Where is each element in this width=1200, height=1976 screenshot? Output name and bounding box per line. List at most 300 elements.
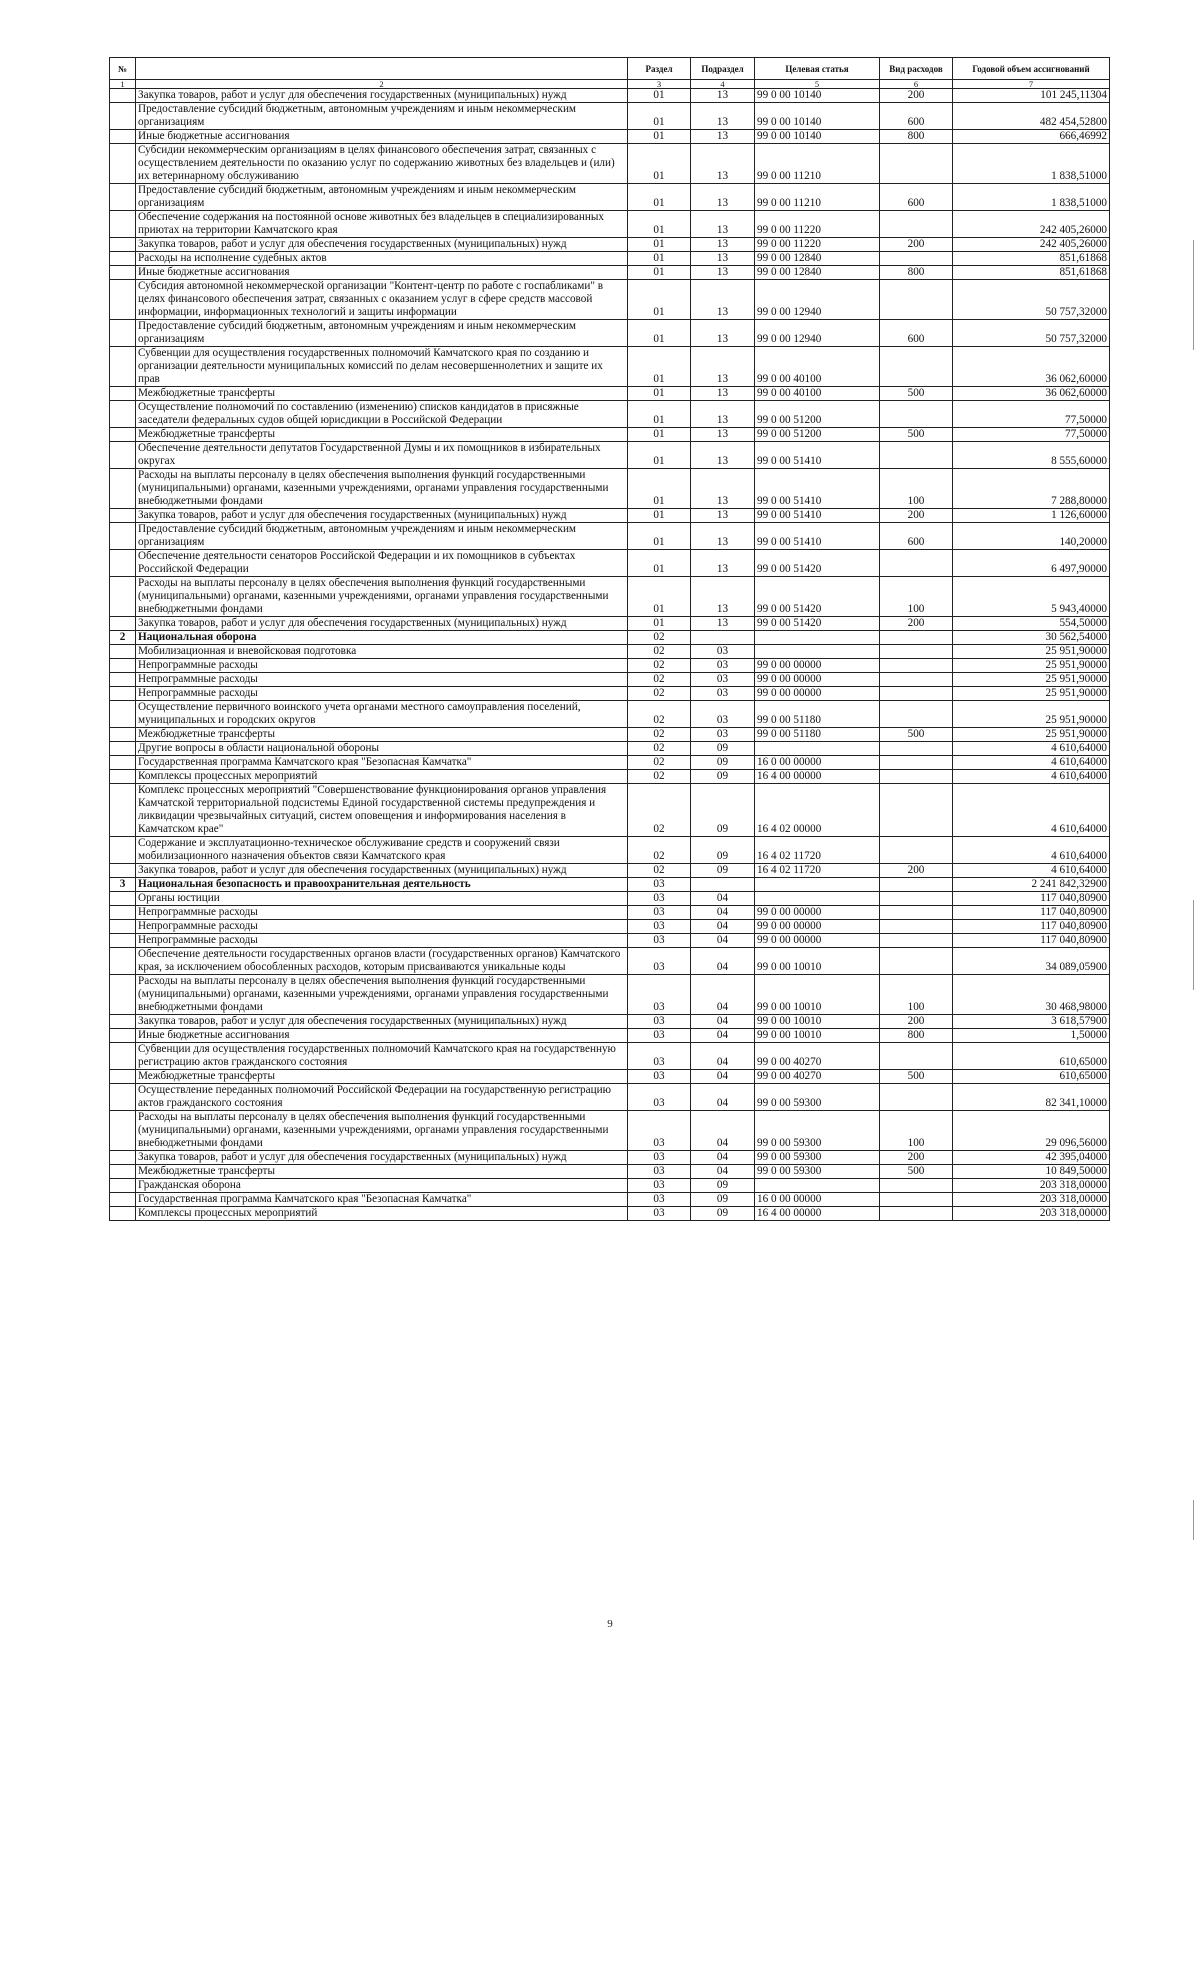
row-name: Расходы на выплаты персоналу в целях обеспечения выполнения функций государственными (муниципальными) органами, казенными учреждениями, органами управления государственными внебюджетными фондами bbox=[136, 975, 628, 1015]
table-row bbox=[110, 756, 1110, 770]
row-number bbox=[110, 184, 136, 211]
table-row bbox=[110, 387, 1110, 401]
row-target-article: 16 4 00 00000 bbox=[755, 1207, 880, 1221]
row-target-article: 99 0 00 51410 bbox=[755, 509, 880, 523]
row-number bbox=[110, 701, 136, 728]
row-name: Обеспечение деятельности государственных органов власти (государственных органов) Камчатского края, за исключением обособленных расходов, которым присваиваются уникальные коды bbox=[136, 948, 628, 975]
row-subsection: 13 bbox=[691, 442, 755, 469]
row-number bbox=[110, 948, 136, 975]
table-row bbox=[110, 1151, 1110, 1165]
row-subsection: 13 bbox=[691, 617, 755, 631]
row-name: Расходы на выплаты персоналу в целях обеспечения выполнения функций государственными (муниципальными) органами, казенными учреждениями, органами управления государственными внебюджетными фондами bbox=[136, 469, 628, 509]
row-section: 03 bbox=[628, 1165, 691, 1179]
row-target-article: 99 0 00 51420 bbox=[755, 617, 880, 631]
row-amount: 4 610,64000 bbox=[953, 770, 1110, 784]
row-name: Закупка товаров, работ и услуг для обеспечения государственных (муниципальных) нужд bbox=[136, 617, 628, 631]
row-expense-type: 800 bbox=[880, 130, 953, 144]
row-section: 02 bbox=[628, 864, 691, 878]
row-expense-type: 500 bbox=[880, 1070, 953, 1084]
row-number bbox=[110, 1179, 136, 1193]
row-expense-type: 600 bbox=[880, 320, 953, 347]
row-name: Закупка товаров, работ и услуг для обеспечения государственных (муниципальных) нужд bbox=[136, 864, 628, 878]
row-expense-type: 500 bbox=[880, 728, 953, 742]
row-section: 01 bbox=[628, 523, 691, 550]
row-expense-type: 800 bbox=[880, 266, 953, 280]
row-number bbox=[110, 892, 136, 906]
table-row bbox=[110, 252, 1110, 266]
table-row bbox=[110, 673, 1110, 687]
row-section: 02 bbox=[628, 742, 691, 756]
row-amount: 203 318,00000 bbox=[953, 1179, 1110, 1193]
row-amount: 203 318,00000 bbox=[953, 1193, 1110, 1207]
row-amount: 2 241 842,32900 bbox=[953, 878, 1110, 892]
row-amount: 1 126,60000 bbox=[953, 509, 1110, 523]
row-amount: 610,65000 bbox=[953, 1043, 1110, 1070]
table-row bbox=[110, 1015, 1110, 1029]
row-name: Предоставление субсидий бюджетным, автономным учреждениям и иным некоммерческим организациям bbox=[136, 523, 628, 550]
row-section: 01 bbox=[628, 509, 691, 523]
row-target-article: 16 4 02 11720 bbox=[755, 864, 880, 878]
row-section: 01 bbox=[628, 577, 691, 617]
row-expense-type bbox=[880, 1084, 953, 1111]
row-amount: 482 454,52800 bbox=[953, 103, 1110, 130]
row-subsection: 13 bbox=[691, 238, 755, 252]
row-section: 03 bbox=[628, 878, 691, 892]
row-expense-type: 200 bbox=[880, 238, 953, 252]
row-name: Межбюджетные трансферты bbox=[136, 428, 628, 442]
row-name: Иные бюджетные ассигнования bbox=[136, 266, 628, 280]
row-section: 01 bbox=[628, 347, 691, 387]
row-expense-type: 100 bbox=[880, 469, 953, 509]
table-row bbox=[110, 948, 1110, 975]
table-row bbox=[110, 934, 1110, 948]
row-amount: 5 943,40000 bbox=[953, 577, 1110, 617]
row-expense-type bbox=[880, 347, 953, 387]
row-target-article: 99 0 00 59300 bbox=[755, 1151, 880, 1165]
row-target-article: 99 0 00 40100 bbox=[755, 387, 880, 401]
row-subsection: 09 bbox=[691, 864, 755, 878]
row-subsection: 13 bbox=[691, 130, 755, 144]
row-subsection: 03 bbox=[691, 645, 755, 659]
row-target-article: 99 0 00 51410 bbox=[755, 442, 880, 469]
row-number bbox=[110, 280, 136, 320]
row-expense-type: 200 bbox=[880, 1015, 953, 1029]
row-amount: 25 951,90000 bbox=[953, 728, 1110, 742]
row-name: Другие вопросы в области национальной обороны bbox=[136, 742, 628, 756]
row-subsection: 13 bbox=[691, 103, 755, 130]
row-target-article: 99 0 00 40270 bbox=[755, 1043, 880, 1070]
row-target-article bbox=[755, 631, 880, 645]
row-number bbox=[110, 89, 136, 103]
row-amount: 30 562,54000 bbox=[953, 631, 1110, 645]
row-subsection: 09 bbox=[691, 1193, 755, 1207]
row-amount: 42 395,04000 bbox=[953, 1151, 1110, 1165]
table-row bbox=[110, 509, 1110, 523]
col-number: 1 bbox=[110, 80, 136, 89]
row-expense-type: 600 bbox=[880, 103, 953, 130]
row-target-article: 99 0 00 51200 bbox=[755, 401, 880, 428]
row-section: 01 bbox=[628, 266, 691, 280]
row-amount: 851,61868 bbox=[953, 266, 1110, 280]
row-number bbox=[110, 1193, 136, 1207]
row-subsection: 13 bbox=[691, 89, 755, 103]
row-number bbox=[110, 1015, 136, 1029]
row-section: 03 bbox=[628, 892, 691, 906]
table-row bbox=[110, 892, 1110, 906]
row-subsection: 04 bbox=[691, 1029, 755, 1043]
row-number bbox=[110, 401, 136, 428]
table-row bbox=[110, 266, 1110, 280]
table-row bbox=[110, 550, 1110, 577]
row-expense-type bbox=[880, 252, 953, 266]
row-expense-type bbox=[880, 144, 953, 184]
row-target-article: 99 0 00 51420 bbox=[755, 577, 880, 617]
table-row bbox=[110, 837, 1110, 864]
row-expense-type bbox=[880, 948, 953, 975]
row-target-article: 99 0 00 10010 bbox=[755, 1029, 880, 1043]
col-number: 6 bbox=[880, 80, 953, 89]
row-amount: 1 838,51000 bbox=[953, 184, 1110, 211]
table-row bbox=[110, 442, 1110, 469]
table-row bbox=[110, 784, 1110, 837]
row-name: Закупка товаров, работ и услуг для обеспечения государственных (муниципальных) нужд bbox=[136, 1151, 628, 1165]
table-row bbox=[110, 728, 1110, 742]
row-expense-type: 200 bbox=[880, 617, 953, 631]
row-expense-type bbox=[880, 1193, 953, 1207]
row-number bbox=[110, 211, 136, 238]
row-section: 01 bbox=[628, 103, 691, 130]
table-row bbox=[110, 211, 1110, 238]
row-number bbox=[110, 645, 136, 659]
table-row bbox=[110, 130, 1110, 144]
row-name: Государственная программа Камчатского края "Безопасная Камчатка" bbox=[136, 756, 628, 770]
table-body bbox=[110, 89, 1110, 1221]
row-expense-type bbox=[880, 211, 953, 238]
table-row bbox=[110, 617, 1110, 631]
row-target-article: 99 0 00 00000 bbox=[755, 687, 880, 701]
table-row bbox=[110, 469, 1110, 509]
row-target-article: 16 4 02 00000 bbox=[755, 784, 880, 837]
row-number: 2 bbox=[110, 631, 136, 645]
row-amount: 140,20000 bbox=[953, 523, 1110, 550]
row-section: 03 bbox=[628, 1070, 691, 1084]
row-subsection: 09 bbox=[691, 1179, 755, 1193]
header-num: № bbox=[110, 58, 136, 80]
row-amount: 36 062,60000 bbox=[953, 387, 1110, 401]
row-section: 02 bbox=[628, 701, 691, 728]
row-subsection: 09 bbox=[691, 784, 755, 837]
row-subsection: 13 bbox=[691, 401, 755, 428]
row-subsection: 03 bbox=[691, 687, 755, 701]
row-target-article: 16 0 00 00000 bbox=[755, 756, 880, 770]
row-amount: 36 062,60000 bbox=[953, 347, 1110, 387]
row-name: Комплекс процессных мероприятий "Совершенствование функционирования органов управления Камчатской территориальной подсистемы Единой государственной системы предупреждения и ликвидации чрезвычайных ситуаций, систем оповещения и информирования населения в Камчатском крае" bbox=[136, 784, 628, 837]
row-target-article: 99 0 00 00000 bbox=[755, 906, 880, 920]
row-number bbox=[110, 728, 136, 742]
row-name: Субвенции для осуществления государственных полномочий Камчатского края по созданию и организации деятельности муниципальных комиссий по делам несовершеннолетних и защите их прав bbox=[136, 347, 628, 387]
row-amount: 50 757,32000 bbox=[953, 320, 1110, 347]
row-subsection: 04 bbox=[691, 892, 755, 906]
table-row bbox=[110, 144, 1110, 184]
table-row bbox=[110, 184, 1110, 211]
row-name: Комплексы процессных мероприятий bbox=[136, 1207, 628, 1221]
row-number bbox=[110, 864, 136, 878]
row-amount: 82 341,10000 bbox=[953, 1084, 1110, 1111]
row-expense-type bbox=[880, 687, 953, 701]
row-number bbox=[110, 837, 136, 864]
row-section: 01 bbox=[628, 428, 691, 442]
row-amount: 4 610,64000 bbox=[953, 756, 1110, 770]
row-section: 03 bbox=[628, 934, 691, 948]
row-amount: 4 610,64000 bbox=[953, 742, 1110, 756]
budget-table bbox=[109, 57, 1110, 1221]
row-expense-type bbox=[880, 280, 953, 320]
row-amount: 7 288,80000 bbox=[953, 469, 1110, 509]
row-section: 01 bbox=[628, 442, 691, 469]
row-expense-type bbox=[880, 934, 953, 948]
row-expense-type: 200 bbox=[880, 89, 953, 103]
row-expense-type bbox=[880, 770, 953, 784]
row-expense-type bbox=[880, 550, 953, 577]
row-target-article: 99 0 00 51180 bbox=[755, 701, 880, 728]
row-section: 03 bbox=[628, 1084, 691, 1111]
row-target-article: 99 0 00 11210 bbox=[755, 184, 880, 211]
row-section: 01 bbox=[628, 401, 691, 428]
row-section: 01 bbox=[628, 130, 691, 144]
row-expense-type bbox=[880, 659, 953, 673]
row-name: Субсидии некоммерческим организациям в целях финансового обеспечения затрат, связанных с осуществлением деятельности по оказанию услуг по содержанию животных без владельцев и (или) их ветеринарному обслуживанию bbox=[136, 144, 628, 184]
row-name: Предоставление субсидий бюджетным, автономным учреждениям и иным некоммерческим организациям bbox=[136, 320, 628, 347]
row-name: Непрограммные расходы bbox=[136, 920, 628, 934]
row-subsection: 13 bbox=[691, 320, 755, 347]
row-number bbox=[110, 1111, 136, 1151]
row-expense-type bbox=[880, 645, 953, 659]
column-number-row bbox=[110, 80, 1110, 89]
row-expense-type bbox=[880, 742, 953, 756]
row-number bbox=[110, 103, 136, 130]
table-row bbox=[110, 975, 1110, 1015]
row-subsection: 04 bbox=[691, 1151, 755, 1165]
row-amount: 77,50000 bbox=[953, 401, 1110, 428]
table-row bbox=[110, 645, 1110, 659]
row-name: Расходы на исполнение судебных актов bbox=[136, 252, 628, 266]
row-amount: 117 040,80900 bbox=[953, 920, 1110, 934]
row-amount: 25 951,90000 bbox=[953, 687, 1110, 701]
row-name: Национальная безопасность и правоохранительная деятельность bbox=[136, 878, 628, 892]
row-amount: 1,50000 bbox=[953, 1029, 1110, 1043]
row-amount: 117 040,80900 bbox=[953, 934, 1110, 948]
table-row bbox=[110, 1111, 1110, 1151]
row-name: Национальная оборона bbox=[136, 631, 628, 645]
row-section: 02 bbox=[628, 756, 691, 770]
row-subsection: 13 bbox=[691, 550, 755, 577]
row-expense-type bbox=[880, 784, 953, 837]
row-section: 03 bbox=[628, 948, 691, 975]
row-amount: 6 497,90000 bbox=[953, 550, 1110, 577]
col-number: 7 bbox=[953, 80, 1110, 89]
row-number bbox=[110, 130, 136, 144]
row-number bbox=[110, 920, 136, 934]
row-name: Межбюджетные трансферты bbox=[136, 1070, 628, 1084]
row-section: 02 bbox=[628, 659, 691, 673]
header-amount: Годовой объем ассигнований bbox=[953, 58, 1110, 80]
row-expense-type: 600 bbox=[880, 523, 953, 550]
row-target-article: 99 0 00 59300 bbox=[755, 1111, 880, 1151]
row-name: Обеспечение содержания на постоянной основе животных без владельцев в специализированных приютах на территории Камчатского края bbox=[136, 211, 628, 238]
row-section: 03 bbox=[628, 1111, 691, 1151]
row-section: 03 bbox=[628, 1179, 691, 1193]
row-amount: 242 405,26000 bbox=[953, 211, 1110, 238]
row-amount: 25 951,90000 bbox=[953, 673, 1110, 687]
row-section: 03 bbox=[628, 1043, 691, 1070]
row-target-article: 16 0 00 00000 bbox=[755, 1193, 880, 1207]
row-subsection: 13 bbox=[691, 387, 755, 401]
row-target-article: 99 0 00 12940 bbox=[755, 320, 880, 347]
row-section: 01 bbox=[628, 211, 691, 238]
row-expense-type bbox=[880, 701, 953, 728]
row-section: 03 bbox=[628, 1193, 691, 1207]
row-name: Непрограммные расходы bbox=[136, 659, 628, 673]
row-target-article: 99 0 00 51200 bbox=[755, 428, 880, 442]
row-number bbox=[110, 442, 136, 469]
table-row bbox=[110, 1193, 1110, 1207]
row-name: Расходы на выплаты персоналу в целях обеспечения выполнения функций государственными (муниципальными) органами, казенными учреждениями, органами управления государственными внебюджетными фондами bbox=[136, 577, 628, 617]
row-subsection: 04 bbox=[691, 1043, 755, 1070]
table-row bbox=[110, 1084, 1110, 1111]
row-amount: 10 849,50000 bbox=[953, 1165, 1110, 1179]
row-subsection: 03 bbox=[691, 728, 755, 742]
row-subsection: 04 bbox=[691, 920, 755, 934]
table-row bbox=[110, 864, 1110, 878]
row-name: Обеспечение деятельности сенаторов Российской Федерации и их помощников в субъектах Российской Федерации bbox=[136, 550, 628, 577]
row-name: Межбюджетные трансферты bbox=[136, 387, 628, 401]
row-amount: 25 951,90000 bbox=[953, 701, 1110, 728]
row-amount: 610,65000 bbox=[953, 1070, 1110, 1084]
row-target-article: 99 0 00 10140 bbox=[755, 130, 880, 144]
table-row bbox=[110, 742, 1110, 756]
row-amount: 29 096,56000 bbox=[953, 1111, 1110, 1151]
row-name: Межбюджетные трансферты bbox=[136, 728, 628, 742]
row-number bbox=[110, 906, 136, 920]
row-amount: 4 610,64000 bbox=[953, 837, 1110, 864]
row-target-article: 99 0 00 10010 bbox=[755, 1015, 880, 1029]
row-name: Закупка товаров, работ и услуг для обеспечения государственных (муниципальных) нужд bbox=[136, 509, 628, 523]
row-section: 01 bbox=[628, 469, 691, 509]
row-expense-type: 100 bbox=[880, 975, 953, 1015]
row-section: 02 bbox=[628, 687, 691, 701]
row-number bbox=[110, 347, 136, 387]
row-name: Субвенции для осуществления государственных полномочий Камчатского края на государственную регистрацию актов гражданского состояния bbox=[136, 1043, 628, 1070]
row-amount: 1 838,51000 bbox=[953, 144, 1110, 184]
row-name: Предоставление субсидий бюджетным, автономным учреждениям и иным некоммерческим организациям bbox=[136, 184, 628, 211]
row-expense-type: 100 bbox=[880, 577, 953, 617]
row-amount: 8 555,60000 bbox=[953, 442, 1110, 469]
margin-line bbox=[1193, 1500, 1194, 1540]
row-name: Расходы на выплаты персоналу в целях обеспечения выполнения функций государственными (муниципальными) органами, казенными учреждениями, органами управления государственными внебюджетными фондами bbox=[136, 1111, 628, 1151]
row-name: Государственная программа Камчатского края "Безопасная Камчатка" bbox=[136, 1193, 628, 1207]
col-number: 2 bbox=[136, 80, 628, 89]
table-row bbox=[110, 659, 1110, 673]
row-target-article: 99 0 00 59300 bbox=[755, 1165, 880, 1179]
row-name: Предоставление субсидий бюджетным, автономным учреждениям и иным некоммерческим организациям bbox=[136, 103, 628, 130]
row-number bbox=[110, 144, 136, 184]
row-target-article: 99 0 00 51420 bbox=[755, 550, 880, 577]
row-name: Осуществление первичного воинского учета органами местного самоуправления поселений, муниципальных и городских округов bbox=[136, 701, 628, 728]
row-amount: 4 610,64000 bbox=[953, 784, 1110, 837]
row-expense-type bbox=[880, 906, 953, 920]
row-subsection: 04 bbox=[691, 934, 755, 948]
row-name: Иные бюджетные ассигнования bbox=[136, 130, 628, 144]
row-subsection: 04 bbox=[691, 1165, 755, 1179]
row-amount: 25 951,90000 bbox=[953, 659, 1110, 673]
row-subsection bbox=[691, 878, 755, 892]
row-expense-type: 200 bbox=[880, 509, 953, 523]
row-section: 03 bbox=[628, 906, 691, 920]
row-subsection: 04 bbox=[691, 906, 755, 920]
row-expense-type bbox=[880, 631, 953, 645]
row-target-article: 16 4 00 00000 bbox=[755, 770, 880, 784]
row-expense-type: 800 bbox=[880, 1029, 953, 1043]
row-name: Непрограммные расходы bbox=[136, 934, 628, 948]
row-expense-type bbox=[880, 920, 953, 934]
table-row bbox=[110, 347, 1110, 387]
row-subsection: 09 bbox=[691, 770, 755, 784]
row-expense-type bbox=[880, 442, 953, 469]
row-subsection: 09 bbox=[691, 837, 755, 864]
row-target-article: 99 0 00 00000 bbox=[755, 934, 880, 948]
row-subsection: 03 bbox=[691, 673, 755, 687]
row-target-article: 99 0 00 40270 bbox=[755, 1070, 880, 1084]
row-name: Комплексы процессных мероприятий bbox=[136, 770, 628, 784]
row-name: Непрограммные расходы bbox=[136, 906, 628, 920]
row-name: Осуществление полномочий по составлению (изменению) списков кандидатов в присяжные заседатели федеральных судов общей юрисдикции в Российской Федерации bbox=[136, 401, 628, 428]
row-section: 03 bbox=[628, 1029, 691, 1043]
row-expense-type: 500 bbox=[880, 1165, 953, 1179]
row-number bbox=[110, 659, 136, 673]
row-expense-type bbox=[880, 1179, 953, 1193]
row-amount: 117 040,80900 bbox=[953, 906, 1110, 920]
row-number bbox=[110, 1084, 136, 1111]
header-name bbox=[136, 58, 628, 80]
row-expense-type: 200 bbox=[880, 864, 953, 878]
row-section: 01 bbox=[628, 280, 691, 320]
row-subsection: 13 bbox=[691, 144, 755, 184]
row-subsection: 13 bbox=[691, 184, 755, 211]
row-section: 03 bbox=[628, 1015, 691, 1029]
row-subsection: 04 bbox=[691, 1015, 755, 1029]
row-target-article: 99 0 00 10010 bbox=[755, 948, 880, 975]
row-target-article: 99 0 00 00000 bbox=[755, 920, 880, 934]
row-subsection: 13 bbox=[691, 523, 755, 550]
col-number: 5 bbox=[755, 80, 880, 89]
row-number bbox=[110, 252, 136, 266]
row-section: 02 bbox=[628, 837, 691, 864]
row-number bbox=[110, 523, 136, 550]
row-number bbox=[110, 934, 136, 948]
row-subsection: 13 bbox=[691, 428, 755, 442]
row-amount: 50 757,32000 bbox=[953, 280, 1110, 320]
row-section: 01 bbox=[628, 252, 691, 266]
row-subsection: 04 bbox=[691, 1084, 755, 1111]
row-number bbox=[110, 975, 136, 1015]
row-subsection: 13 bbox=[691, 252, 755, 266]
margin-line bbox=[1193, 240, 1194, 350]
row-name: Закупка товаров, работ и услуг для обеспечения государственных (муниципальных) нужд bbox=[136, 1015, 628, 1029]
row-expense-type bbox=[880, 892, 953, 906]
row-section: 01 bbox=[628, 89, 691, 103]
row-expense-type: 200 bbox=[880, 1151, 953, 1165]
row-target-article: 99 0 00 59300 bbox=[755, 1084, 880, 1111]
